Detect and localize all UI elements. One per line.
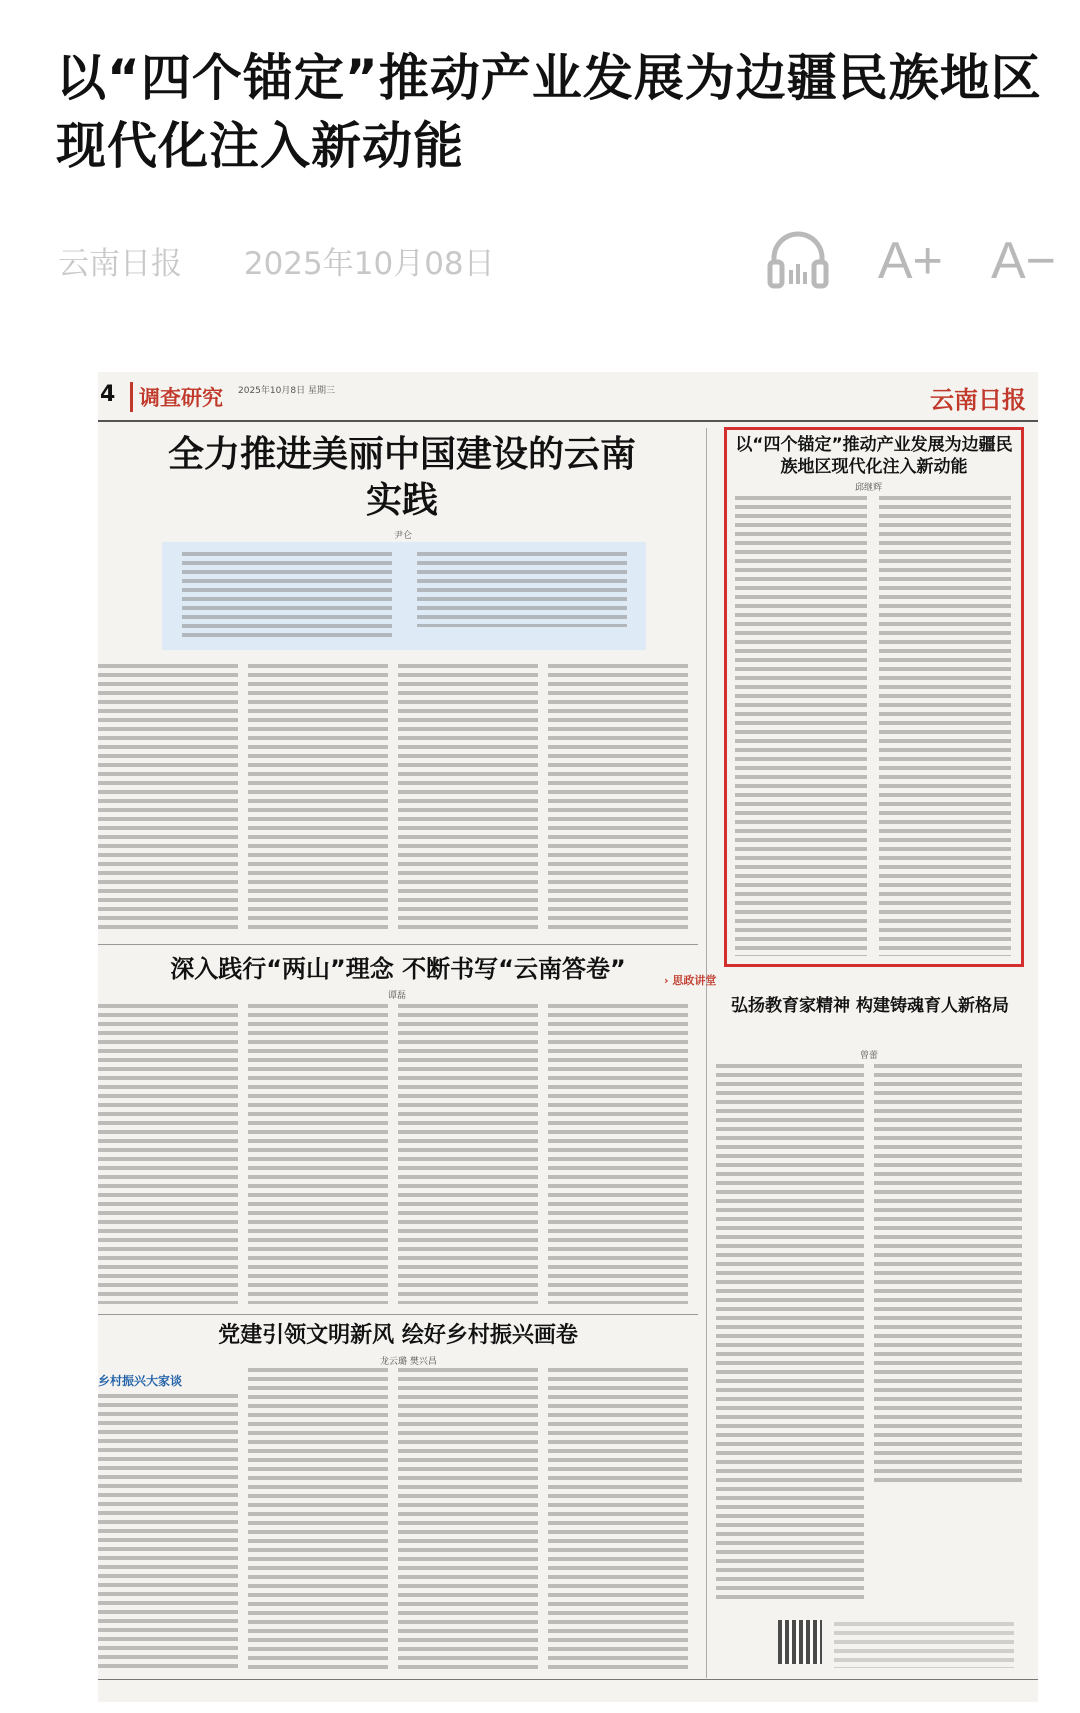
featured-article-byline: 邱继辉 [855,483,883,493]
main-headline: 全力推进美丽中国建设的云南实践 [167,434,636,521]
font-increase-button[interactable]: A+ [877,232,943,290]
section4-text-col3 [398,1368,538,1672]
headphones-icon[interactable] [766,228,830,294]
featured-article-box [724,427,1024,967]
divider [98,1314,698,1315]
section2-text-col1 [98,1004,238,1304]
section2-text-col2 [248,1004,388,1304]
featured-article-title: 以“四个锚定”推动产业发展为边疆民族地区现代化注入新动能 [735,435,1013,477]
chevron-right-icon: › [664,974,669,987]
column-divider [706,428,707,1678]
contact-info [834,1622,1014,1668]
body-text-col1 [98,664,238,934]
lead-text-right [417,552,627,627]
section4-text-col2 [248,1368,388,1672]
article-date: 2025年10月08日 [243,246,495,282]
headline-educator: 弘扬教育家精神 构建铸魂育人新格局 [731,996,1009,1016]
column-tag-label: 思政讲堂 [672,974,717,987]
reader-tools [766,228,1056,294]
body-text-col2 [248,664,388,934]
column-tag [664,972,716,988]
headline-party-building: 党建引领文明新风 绘好乡村振兴画卷 [218,1323,578,1348]
masthead-logo: 云南日报 [930,385,1026,414]
newspaper-footer [98,1679,1038,1702]
section4-text-col4 [548,1368,688,1672]
headline-educator-byline: 曾蕾 [860,1051,879,1061]
education-text-col1 [716,1064,864,1604]
headline-party-byline: 龙云璐 樊兴昌 [380,1357,437,1367]
headline-two-mountains: 深入践行“两山”理念 不断书写“云南答卷” [170,955,626,983]
section2-text-col4 [548,1004,688,1304]
newspaper-page-image [98,372,1038,1702]
article-source[interactable]: 云南日报 [58,246,182,282]
lead-text-left [182,552,392,642]
featured-text-col1 [735,496,867,956]
series-tag: 乡村振兴大家谈 [98,1374,183,1388]
newspaper-dateline: 2025年10月8日 星期三 [238,386,335,396]
section2-text-col3 [398,1004,538,1304]
divider [98,944,698,945]
headline-two-byline: 谭磊 [388,991,407,1001]
article-title: 以“四个锚定”推动产业发展为边疆民族地区现代化注入新动能 [56,49,1042,175]
font-decrease-button[interactable]: A− [990,232,1056,290]
body-text-col3 [398,664,538,934]
featured-text-col2 [879,496,1011,956]
education-text-col2 [874,1064,1022,1484]
lead-box [162,542,646,650]
article-meta [58,238,547,283]
newspaper-header [98,372,1038,422]
section-name: 调查研究 [130,382,223,412]
qr-code [778,1620,822,1664]
section4-text-col1 [98,1394,238,1672]
body-text-col4 [548,664,688,934]
main-byline: 尹仑 [394,531,413,541]
page-number: 4 [100,382,116,407]
